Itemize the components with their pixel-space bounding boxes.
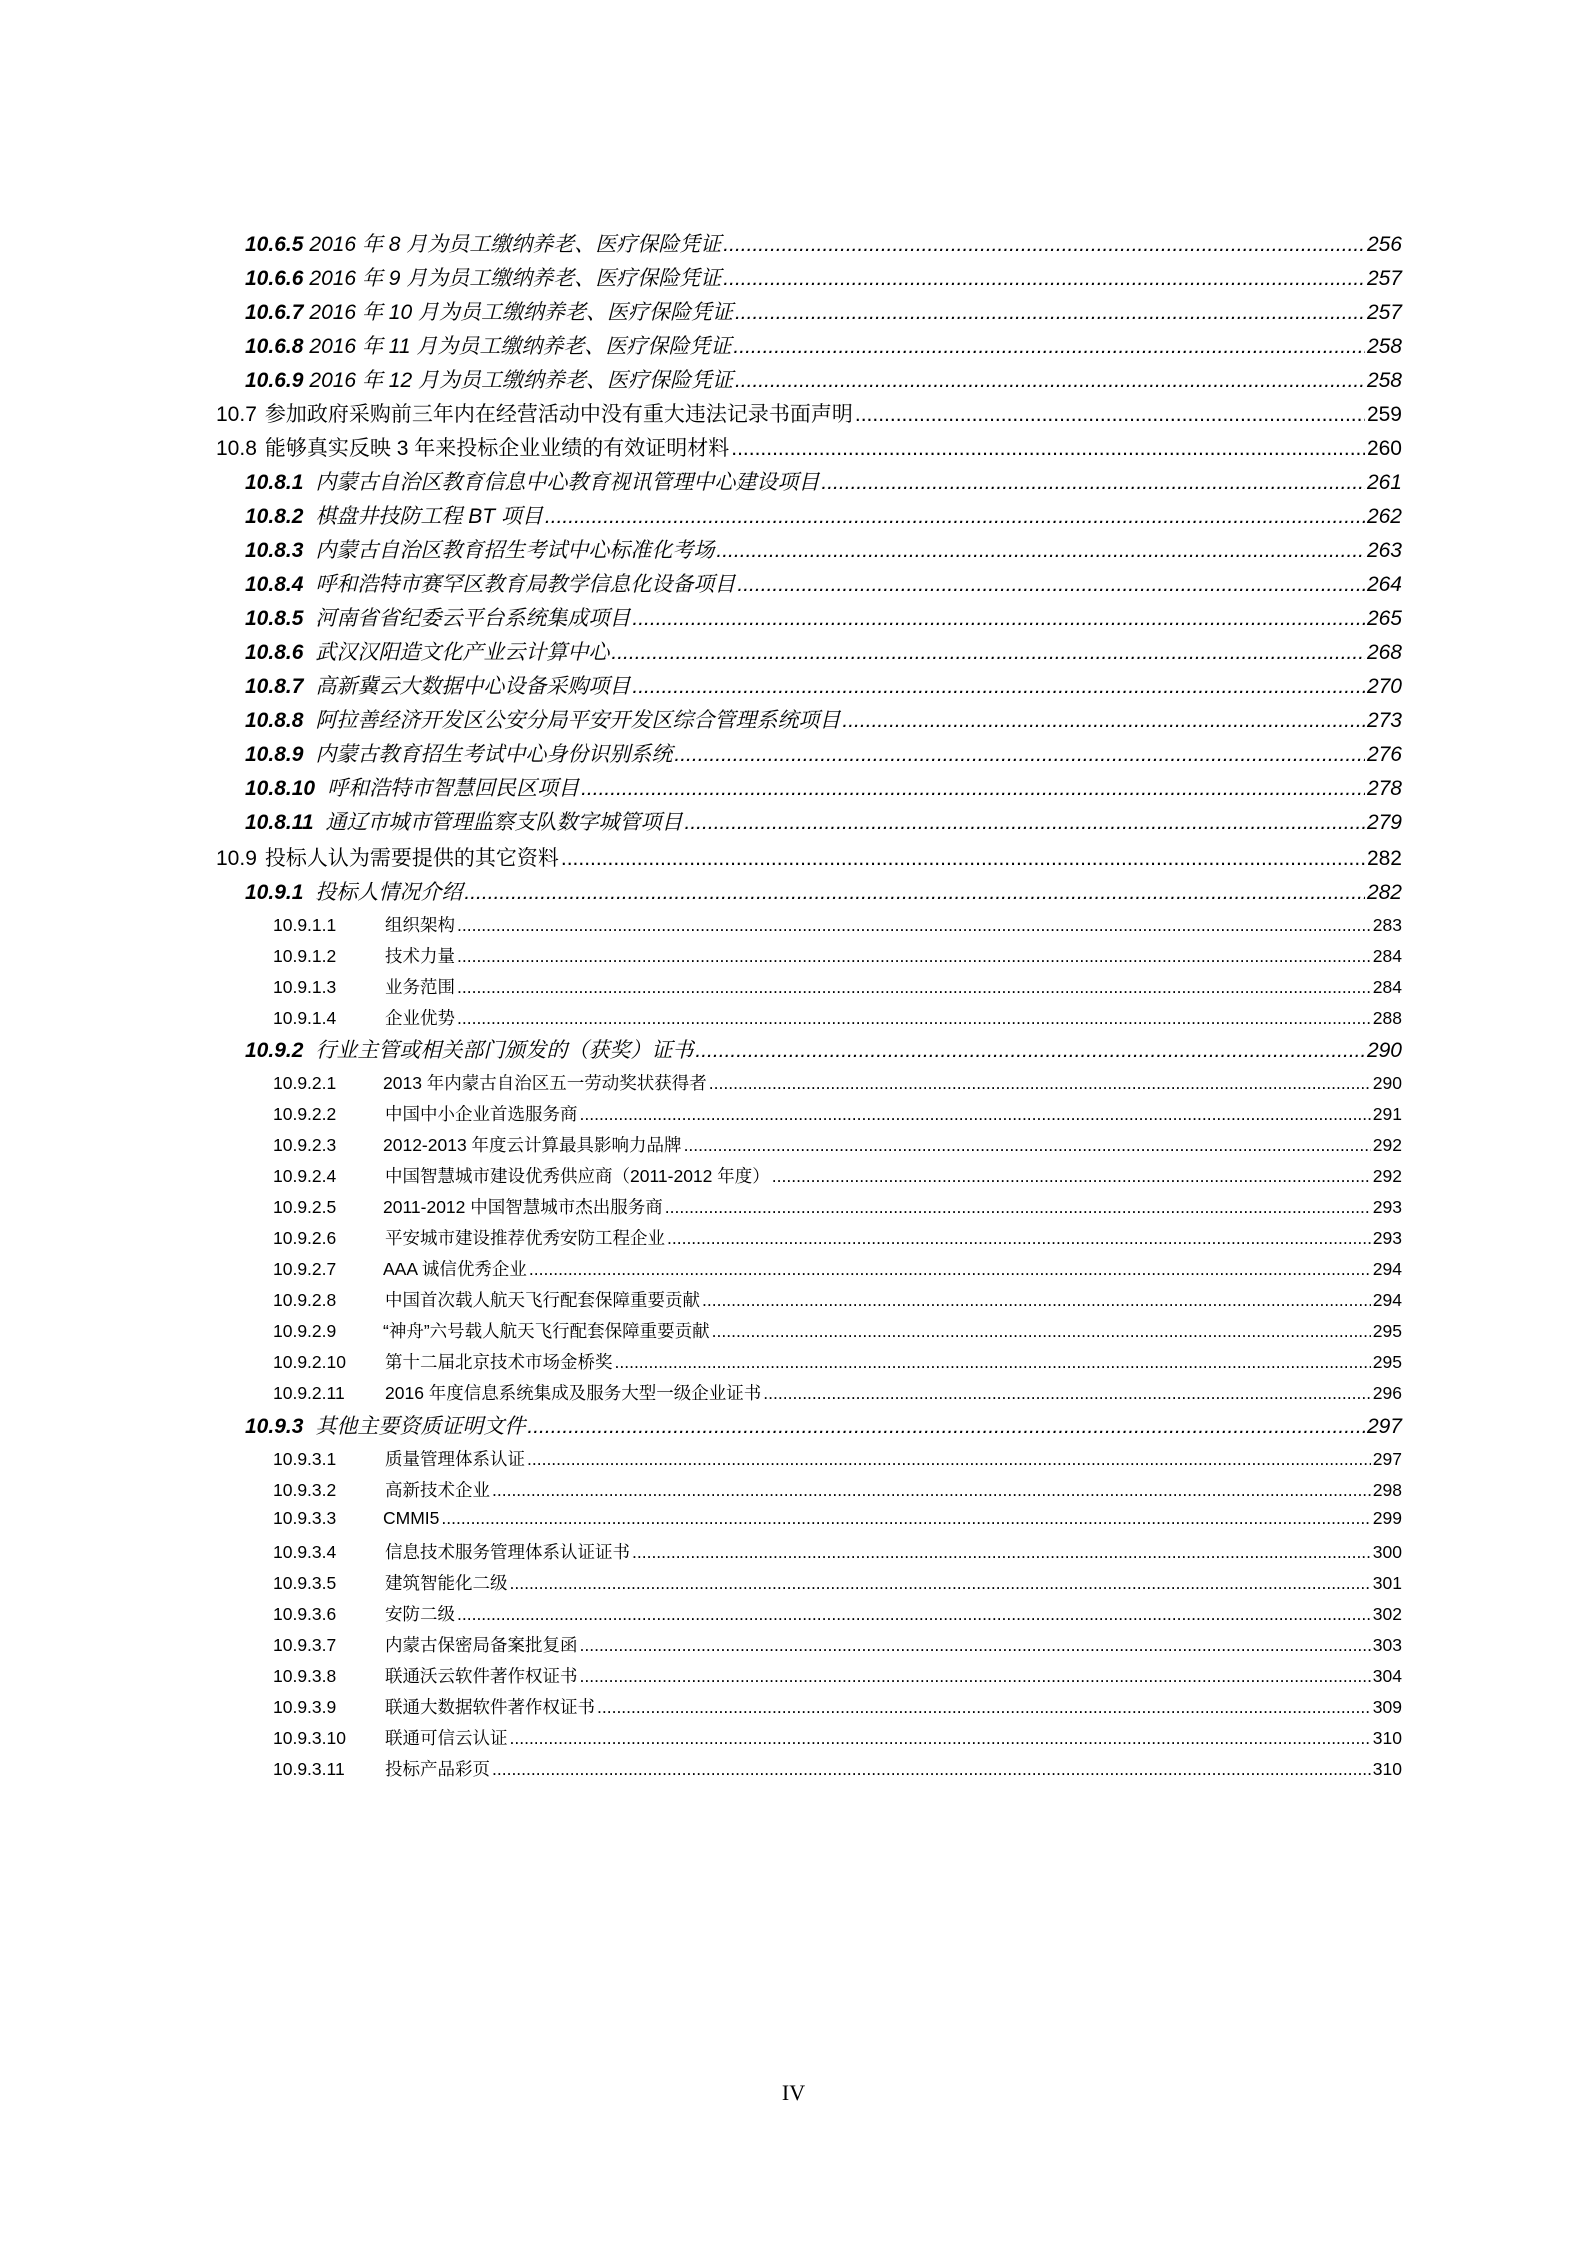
toc-entry[interactable] xyxy=(245,670,1402,704)
toc-entry-title: 投标人认为需要提供的其它资料 xyxy=(264,847,559,870)
toc-entry-title: 行业主管或相关部门颁发的（获奖）证书 xyxy=(315,1039,694,1062)
toc-entry-title: 联通可信云认证 xyxy=(385,1728,508,1748)
toc-entry-title: 河南省省纪委云平台系统集成项目 xyxy=(315,607,631,630)
toc-entry-number: 10.9.3.3 xyxy=(273,1508,337,1528)
toc-entry-title: 信息技术服务管理体系认证证书 xyxy=(385,1542,630,1562)
toc-entry-number: 10.9 xyxy=(216,847,257,870)
toc-entry-page: 288 xyxy=(1372,1008,1402,1028)
toc-entry-page: 297 xyxy=(1372,1449,1402,1469)
toc-entry-page: 296 xyxy=(1372,1383,1402,1403)
toc-subentry[interactable] xyxy=(273,974,1402,1005)
toc-entry-number: 10.9.2.10 xyxy=(273,1352,346,1372)
toc-entry-title: 呼和浩特市智慧回民区项目 xyxy=(327,777,580,800)
toc-subentry[interactable] xyxy=(273,1132,1402,1163)
toc-entry[interactable] xyxy=(245,228,1402,262)
toc-entry-page: 262 xyxy=(1366,505,1402,528)
toc-entry-title: 联通沃云软件著作权证书 xyxy=(385,1666,578,1686)
toc-entry-number: 10.6.6 xyxy=(245,267,304,290)
page-number: IV xyxy=(781,2080,806,2105)
toc-leader-dots xyxy=(723,233,1365,257)
toc-subentry[interactable] xyxy=(273,912,1402,943)
toc-entry-title: 通辽市城市管理监察支队数字城管项目 xyxy=(325,811,683,834)
toc-entry-page: 257 xyxy=(1366,267,1402,290)
toc-leader-dots xyxy=(772,1166,1371,1187)
toc-entry-number: 10.8.7 xyxy=(245,675,304,698)
toc-entry-title: 中国智慧城市建设优秀供应商（2011-2012 年度） xyxy=(385,1166,770,1186)
toc-entry[interactable] xyxy=(245,772,1402,806)
toc-leader-dots xyxy=(492,1759,1371,1780)
toc-entry-number: 10.9.2.9 xyxy=(273,1321,337,1341)
toc-entry-title: “神舟”六号载人航天飞行配套保障重要贡献 xyxy=(383,1321,710,1341)
toc-subentry[interactable] xyxy=(273,1194,1402,1225)
toc-entry-number: 10.8.8 xyxy=(245,709,304,732)
toc-entry-number: 10.6.5 xyxy=(245,233,304,256)
toc-entry-number: 10.9.3.5 xyxy=(273,1573,337,1593)
toc-subentry[interactable] xyxy=(273,1477,1402,1508)
toc-entry-page: 276 xyxy=(1366,743,1402,766)
toc-leader-dots xyxy=(737,573,1365,597)
toc-entry-page: 290 xyxy=(1366,1039,1402,1062)
toc-leader-dots xyxy=(527,1449,1371,1470)
toc-leader-dots xyxy=(457,946,1371,967)
toc-entry-title: 阿拉善经济开发区公安分局平安开发区综合管理系统项目 xyxy=(315,709,841,732)
toc-entry-title: 中国中小企业首选服务商 xyxy=(385,1104,578,1124)
toc-leader-dots xyxy=(723,267,1365,291)
toc-entry-number: 10.8.9 xyxy=(245,743,304,766)
toc-entry-page: 292 xyxy=(1372,1166,1402,1186)
toc-entry-number: 10.9.3.6 xyxy=(273,1604,337,1624)
toc-leader-dots xyxy=(667,1228,1371,1249)
toc-entry-page: 297 xyxy=(1366,1415,1402,1438)
toc-entry[interactable] xyxy=(245,364,1402,398)
toc-subentry[interactable] xyxy=(273,1508,1402,1539)
toc-entry-number: 10.9.3.7 xyxy=(273,1635,337,1655)
toc-entry-page: 293 xyxy=(1372,1228,1402,1248)
toc-subentry[interactable] xyxy=(273,1380,1402,1411)
toc-entry-title: 2016 年 12 月为员工缴纳养老、医疗保险凭证 xyxy=(309,369,733,392)
toc-entry-title: 能够真实反映 3 年来投标企业业绩的有效证明材料 xyxy=(264,437,730,460)
toc-entry-title: 内蒙古保密局备案批复函 xyxy=(385,1635,578,1655)
toc-subentry[interactable] xyxy=(273,943,1402,974)
toc-chapter-entry[interactable] xyxy=(216,842,1402,876)
toc-chapter-entry[interactable] xyxy=(216,398,1402,432)
toc-entry-title: 内蒙古教育招生考试中心身份识别系统 xyxy=(315,743,673,766)
toc-leader-dots xyxy=(695,1039,1365,1063)
toc-entry-page: 256 xyxy=(1366,233,1402,256)
toc-entry[interactable] xyxy=(245,296,1402,330)
toc-leader-dots xyxy=(527,1415,1365,1439)
toc-entry-title: 中国首次载人航天飞行配套保障重要贡献 xyxy=(385,1290,700,1310)
toc-entry-title: 建筑智能化二级 xyxy=(385,1573,508,1593)
toc-entry-page: 293 xyxy=(1372,1197,1402,1217)
toc-entry-number: 10.9.2.1 xyxy=(273,1073,337,1093)
toc-leader-dots xyxy=(735,301,1365,325)
toc-entry-number: 10.8.10 xyxy=(245,777,316,800)
toc-subentry[interactable] xyxy=(273,1287,1402,1318)
toc-entry-title: 联通大数据软件著作权证书 xyxy=(385,1697,595,1717)
toc-entry[interactable] xyxy=(245,876,1402,910)
toc-entry-page: 294 xyxy=(1372,1290,1402,1310)
toc-entry-number: 10.8.4 xyxy=(245,573,304,596)
toc-entry-page: 273 xyxy=(1366,709,1402,732)
toc-subentry[interactable] xyxy=(273,1225,1402,1256)
toc-subentry[interactable] xyxy=(273,1570,1402,1601)
toc-entry-page: 299 xyxy=(1372,1508,1402,1528)
toc-entry-title: 投标产品彩页 xyxy=(385,1759,490,1779)
toc-entry-number: 10.8.2 xyxy=(245,505,304,528)
toc-leader-dots xyxy=(735,369,1365,393)
toc-entry[interactable] xyxy=(245,330,1402,364)
toc-entry-page: 258 xyxy=(1366,335,1402,358)
toc-subentry[interactable] xyxy=(273,1632,1402,1663)
toc-entry-number: 10.9.2.6 xyxy=(273,1228,337,1248)
toc-subentry[interactable] xyxy=(273,1446,1402,1477)
toc-entry[interactable] xyxy=(245,534,1402,568)
toc-leader-dots xyxy=(855,403,1365,427)
toc-entry-title: 第十二届北京技术市场金桥奖 xyxy=(385,1352,613,1372)
toc-subentry[interactable] xyxy=(273,1070,1402,1101)
toc-leader-dots xyxy=(580,1104,1371,1125)
toc-entry-page: 284 xyxy=(1372,977,1402,997)
toc-entry-page: 290 xyxy=(1372,1073,1402,1093)
toc-leader-dots xyxy=(632,607,1365,631)
toc-entry-title: 高新技术企业 xyxy=(385,1480,490,1500)
toc-entry-page: 265 xyxy=(1366,607,1402,630)
toc-entry-number: 10.9.3.10 xyxy=(273,1728,346,1748)
toc-entry-number: 10.9.1.1 xyxy=(273,915,337,935)
toc-entry-title: 平安城市建设推荐优秀安防工程企业 xyxy=(385,1228,665,1248)
toc-leader-dots xyxy=(457,915,1371,936)
toc-entry-number: 10.9.1.4 xyxy=(273,1008,337,1028)
toc-entry-number: 10.8.1 xyxy=(245,471,304,494)
toc-entry-number: 10.9.1.3 xyxy=(273,977,337,997)
toc-entry-page: 283 xyxy=(1372,915,1402,935)
toc-subentry[interactable] xyxy=(273,1725,1402,1756)
toc-entry-number: 10.6.9 xyxy=(245,369,304,392)
toc-entry-title: 其他主要资质证明文件 xyxy=(315,1415,526,1438)
toc-leader-dots xyxy=(674,743,1365,767)
toc-entry-title: 质量管理体系认证 xyxy=(385,1449,525,1469)
toc-subentry[interactable] xyxy=(273,1663,1402,1694)
toc-entry-title: 2016 年 8 月为员工缴纳养老、医疗保险凭证 xyxy=(309,233,722,256)
toc-entry-title: 企业优势 xyxy=(385,1008,455,1028)
toc-entry-page: 258 xyxy=(1366,369,1402,392)
toc-entry-title: 技术力量 xyxy=(385,946,455,966)
toc-subentry[interactable] xyxy=(273,1163,1402,1194)
toc-entry-title: 2016 年度信息系统集成及服务大型一级企业证书 xyxy=(385,1383,762,1403)
toc-entry-title: 2012-2013 年度云计算最具影响力品牌 xyxy=(383,1135,682,1155)
toc-leader-dots xyxy=(842,709,1365,733)
toc-leader-dots xyxy=(684,1135,1371,1156)
toc-leader-dots xyxy=(733,335,1365,359)
toc-chapter-entry[interactable] xyxy=(216,432,1402,466)
toc-entry-page: 294 xyxy=(1372,1259,1402,1279)
toc-entry-number: 10.9.3.8 xyxy=(273,1666,337,1686)
toc-leader-dots xyxy=(731,437,1365,461)
toc-leader-dots xyxy=(580,1666,1371,1687)
toc-entry[interactable] xyxy=(245,1034,1402,1068)
toc-leader-dots xyxy=(763,1383,1371,1404)
toc-subentry[interactable] xyxy=(273,1756,1402,1787)
toc-entry-page: 310 xyxy=(1372,1759,1402,1779)
toc-entry-title: AAA 诚信优秀企业 xyxy=(383,1259,527,1279)
toc-leader-dots xyxy=(665,1197,1371,1218)
toc-entry-page: 259 xyxy=(1366,403,1402,426)
toc-entry-number: 10.9.3.9 xyxy=(273,1697,337,1717)
toc-entry-number: 10.9.1 xyxy=(245,881,304,904)
toc-subentry[interactable] xyxy=(273,1694,1402,1725)
toc-entry-title: 2013 年内蒙古自治区五一劳动奖状获得者 xyxy=(383,1073,707,1093)
toc-subentry[interactable] xyxy=(273,1349,1402,1380)
toc-entry-number: 10.9.2.7 xyxy=(273,1259,337,1279)
toc-entry-number: 10.6.7 xyxy=(245,301,304,324)
toc-entry-number: 10.9.2.11 xyxy=(273,1383,345,1403)
toc-leader-dots xyxy=(545,505,1365,529)
toc-entry-number: 10.8 xyxy=(216,437,257,460)
toc-entry-number: 10.9.1.2 xyxy=(273,946,337,966)
toc-leader-dots xyxy=(561,847,1365,871)
toc-entry[interactable] xyxy=(245,636,1402,670)
toc-leader-dots xyxy=(464,881,1365,905)
toc-subentry[interactable] xyxy=(273,1101,1402,1132)
toc-entry-page: 268 xyxy=(1366,641,1402,664)
toc-entry[interactable] xyxy=(245,806,1402,840)
toc-entry-page: 263 xyxy=(1366,539,1402,562)
toc-subentry[interactable] xyxy=(273,1601,1402,1632)
toc-leader-dots xyxy=(821,471,1365,495)
toc-entry-title: 2016 年 11 月为员工缴纳养老、医疗保险凭证 xyxy=(309,335,732,358)
toc-entry[interactable] xyxy=(245,262,1402,296)
toc-leader-dots xyxy=(702,1290,1371,1311)
toc-entry-page: 264 xyxy=(1366,573,1402,596)
toc-entry[interactable] xyxy=(245,738,1402,772)
toc-entry-page: 301 xyxy=(1372,1573,1402,1593)
toc-entry-title: 棋盘井技防工程 BT 项目 xyxy=(315,505,543,528)
toc-leader-dots xyxy=(709,1073,1371,1094)
toc-leader-dots xyxy=(632,675,1365,699)
toc-entry-number: 10.9.2.3 xyxy=(273,1135,337,1155)
toc-entry-title: 呼和浩特市赛罕区教育局教学信息化设备项目 xyxy=(315,573,736,596)
toc-entry-number: 10.9.2 xyxy=(245,1039,304,1062)
toc-entry-title: 安防二级 xyxy=(385,1604,455,1624)
toc-leader-dots xyxy=(457,1008,1371,1029)
toc-leader-dots xyxy=(457,977,1371,998)
toc-entry-title: 内蒙古自治区教育招生考试中心标准化考场 xyxy=(315,539,715,562)
toc-entry-page: 302 xyxy=(1372,1604,1402,1624)
toc-entry-page: 278 xyxy=(1366,777,1402,800)
toc-entry-page: 295 xyxy=(1372,1321,1402,1341)
toc-entry-number: 10.8.3 xyxy=(245,539,304,562)
toc-leader-dots xyxy=(632,1542,1371,1563)
toc-entry-number: 10.7 xyxy=(216,403,257,426)
toc-entry-title: 业务范围 xyxy=(385,977,455,997)
toc-subentry[interactable] xyxy=(273,1256,1402,1287)
toc-entry-page: 300 xyxy=(1372,1542,1402,1562)
toc-entry-number: 10.8.5 xyxy=(245,607,304,630)
toc-entry-title: CMMI5 xyxy=(383,1508,440,1528)
toc-entry-page: 260 xyxy=(1366,437,1402,460)
toc-leader-dots xyxy=(529,1259,1371,1280)
toc-subentry[interactable] xyxy=(273,1318,1402,1349)
toc-entry-number: 10.9.3.11 xyxy=(273,1759,345,1779)
toc-entry[interactable] xyxy=(245,568,1402,602)
toc-entry-page: 282 xyxy=(1366,847,1402,870)
toc-entry-number: 10.6.8 xyxy=(245,335,304,358)
toc-entry-title: 组织架构 xyxy=(385,915,455,935)
toc-entry-page: 257 xyxy=(1366,301,1402,324)
toc-entry-page: 284 xyxy=(1372,946,1402,966)
toc-entry[interactable] xyxy=(245,466,1402,500)
toc-entry-number: 10.9.2.5 xyxy=(273,1197,337,1217)
toc-entry-page: 292 xyxy=(1372,1135,1402,1155)
toc-entry-page: 309 xyxy=(1372,1697,1402,1717)
toc-entry-page: 303 xyxy=(1372,1635,1402,1655)
toc-entry-page: 282 xyxy=(1366,881,1402,904)
toc-entry[interactable] xyxy=(245,704,1402,738)
toc-entry[interactable] xyxy=(245,500,1402,534)
toc-entry[interactable] xyxy=(245,602,1402,636)
toc-entry-number: 10.9.3 xyxy=(245,1415,304,1438)
toc-leader-dots xyxy=(510,1728,1371,1749)
toc-entry-title: 参加政府采购前三年内在经营活动中没有重大违法记录书面声明 xyxy=(264,403,853,426)
toc-leader-dots xyxy=(611,641,1365,665)
toc-leader-dots xyxy=(457,1604,1371,1625)
toc-leader-dots xyxy=(615,1352,1371,1373)
toc-entry-number: 10.9.3.4 xyxy=(273,1542,337,1562)
toc-subentry[interactable] xyxy=(273,1005,1402,1036)
toc-entry-number: 10.8.11 xyxy=(245,811,314,834)
toc-leader-dots xyxy=(685,811,1365,835)
toc-entry-number: 10.9.2.2 xyxy=(273,1104,337,1124)
toc-entry-title: 投标人情况介绍 xyxy=(315,881,463,904)
toc-entry-title: 内蒙古自治区教育信息中心教育视讯管理中心建设项目 xyxy=(315,471,820,494)
toc-entry[interactable] xyxy=(245,1410,1402,1444)
toc-leader-dots xyxy=(581,777,1365,801)
toc-entry-page: 298 xyxy=(1372,1480,1402,1500)
toc-leader-dots xyxy=(510,1573,1371,1594)
toc-entry-page: 261 xyxy=(1366,471,1402,494)
toc-entry-number: 10.9.2.4 xyxy=(273,1166,337,1186)
toc-leader-dots xyxy=(441,1508,1370,1529)
toc-entry-page: 291 xyxy=(1372,1104,1402,1124)
toc-leader-dots xyxy=(712,1321,1371,1342)
toc-entry-number: 10.8.6 xyxy=(245,641,304,664)
toc-subentry[interactable] xyxy=(273,1539,1402,1570)
toc-entry-page: 304 xyxy=(1372,1666,1402,1686)
toc-entry-page: 295 xyxy=(1372,1352,1402,1372)
toc-leader-dots xyxy=(716,539,1365,563)
toc-entry-number: 10.9.3.2 xyxy=(273,1480,337,1500)
toc-entry-number: 10.9.3.1 xyxy=(273,1449,337,1469)
toc-entry-page: 310 xyxy=(1372,1728,1402,1748)
toc-entry-page: 279 xyxy=(1366,811,1402,834)
toc-leader-dots xyxy=(580,1635,1371,1656)
toc-entry-number: 10.9.2.8 xyxy=(273,1290,337,1310)
toc-entry-page: 270 xyxy=(1366,675,1402,698)
toc-entry-title: 2011-2012 中国智慧城市杰出服务商 xyxy=(383,1197,663,1217)
toc-leader-dots xyxy=(597,1697,1371,1718)
toc-leader-dots xyxy=(492,1480,1371,1501)
toc-entry-title: 2016 年 9 月为员工缴纳养老、医疗保险凭证 xyxy=(309,267,722,290)
toc-entry-title: 高新冀云大数据中心设备采购项目 xyxy=(315,675,631,698)
toc-entry-title: 武汉汉阳造文化产业云计算中心 xyxy=(315,641,610,664)
toc-entry-title: 2016 年 10 月为员工缴纳养老、医疗保险凭证 xyxy=(309,301,733,324)
